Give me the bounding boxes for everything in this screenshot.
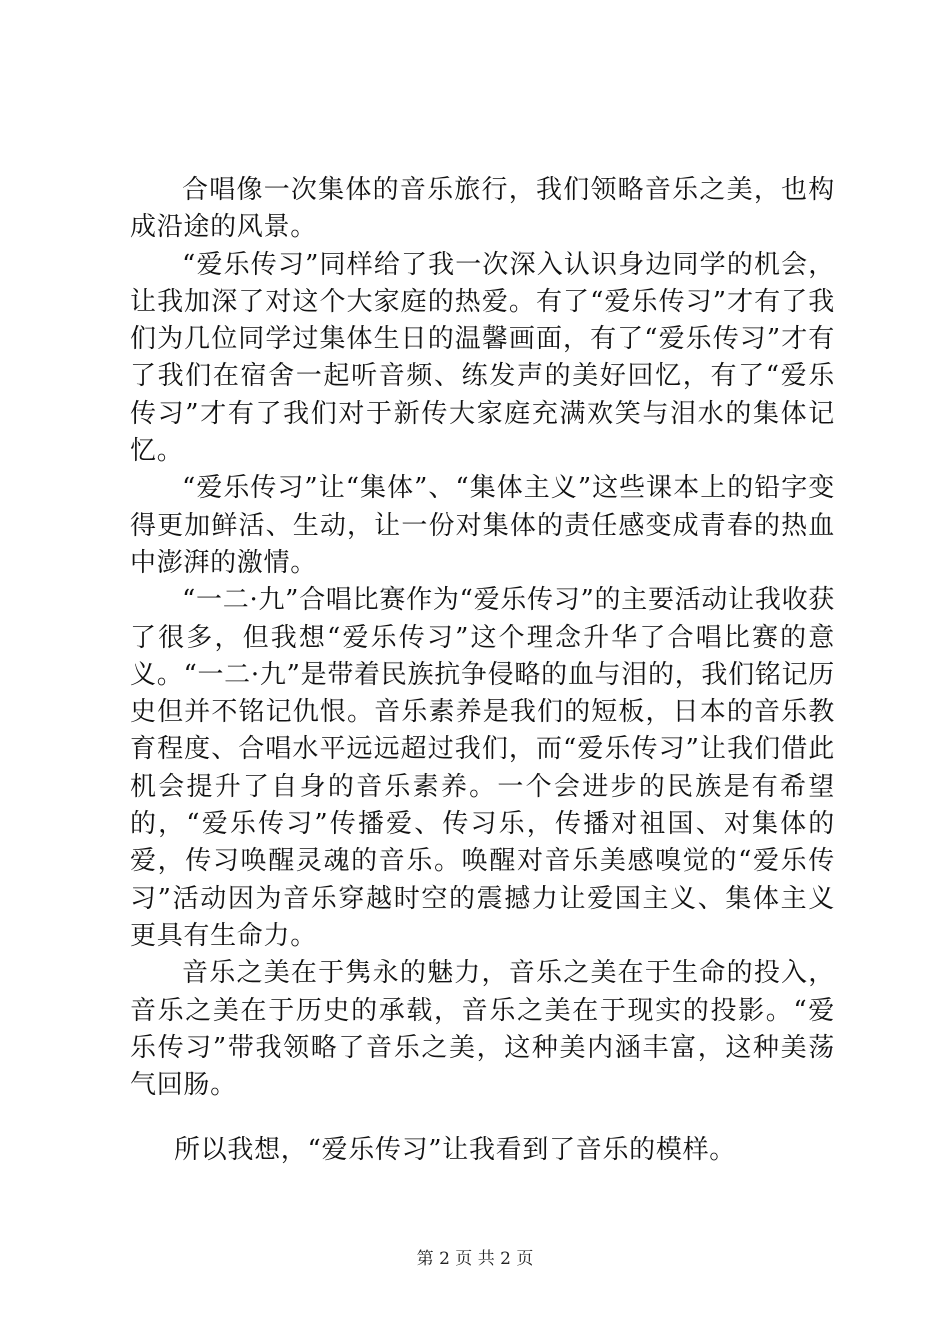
document-body: [130, 172, 835, 1170]
paragraph: 音乐之美在于隽永的魅力，音乐之美在于生命的投入，音乐之美在于历史的承载，音乐之美在于现实的投影。“爱乐传习”带我领略了音乐之美，这种美内涵丰富，这种美荡气回肠。: [130, 958, 835, 1101]
paragraph: 合唱像一次集体的音乐旅行，我们领略音乐之美，也构成沿途的风景。: [130, 175, 835, 243]
page-number-footer: 第 2 页 共 2 页: [416, 1249, 534, 1269]
closing-paragraph: 所以我想，“爱乐传习”让我看到了音乐的模样。: [174, 1135, 736, 1166]
paragraph: “爱乐传习”让“集体”、“集体主义”这些课本上的铅字变得更加鲜活、生动，让一份对集体的责任感变成青春的热血中澎湃的激情。: [130, 473, 835, 578]
paragraph: “一二·九”合唱比赛作为“爱乐传习”的主要活动让我收获了很多，但我想“爱乐传习”这个理念升华了合唱比赛的意义。“一二·九”是带着民族抗争侵略的血与泪的，我们铭记历史但并不铭记仇恨。音乐素养是我们的短板，日本的音乐教育程度、合唱水平远远超过我们，而“爱乐传习”让我们借此机会提升了自身的音乐素养。一个会进步的民族是有希望的，“爱乐传习”传播爱、传习乐，传播对祖国、对集体的爱，传习唤醒灵魂的音乐。唤醒对音乐美感嗅觉的“爱乐传习”活动因为音乐穿越时空的震撼力让爱国主义、集体主义更具有生命力。: [130, 585, 835, 951]
paragraph: “爱乐传习”同样给了我一次深入认识身边同学的机会，让我加深了对这个大家庭的热爱。有了“爱乐传习”才有了我们为几位同学过集体生日的温馨画面，有了“爱乐传习”才有了我们在宿舍一起听音频、练发声的美好回忆，有了“爱乐传习”才有了我们对于新传大家庭充满欢笑与泪水的集体记忆。: [130, 249, 835, 467]
